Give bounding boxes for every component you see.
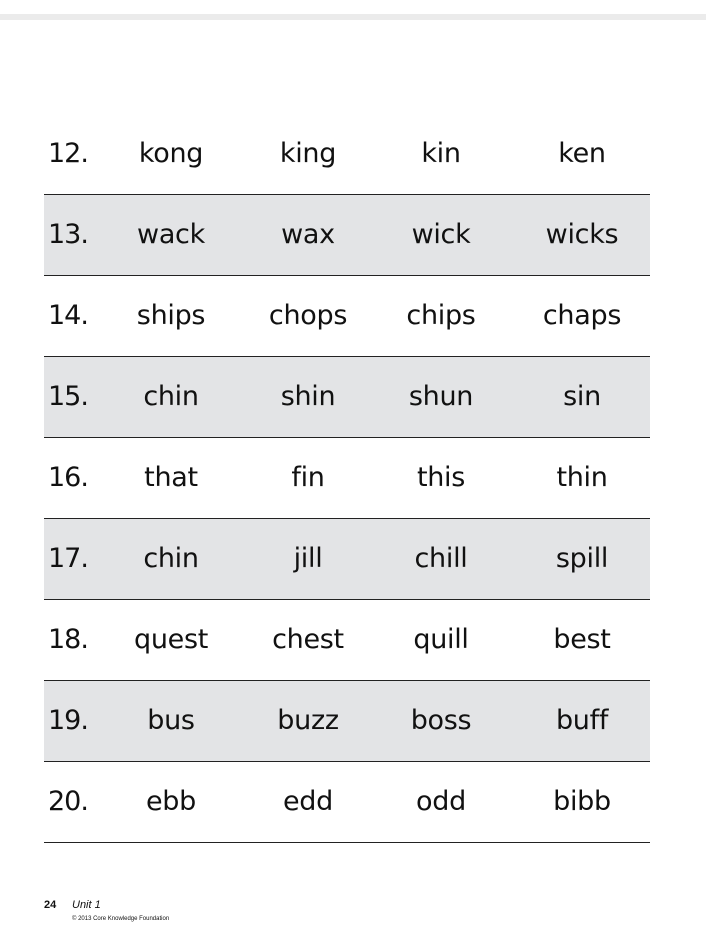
row-number: 18. — [48, 624, 88, 655]
table-row — [44, 276, 650, 357]
word-cell: ken — [558, 138, 606, 169]
word-cell: boss — [410, 705, 472, 736]
row-number: 13. — [48, 219, 88, 250]
top-rule — [0, 14, 706, 20]
table-row — [44, 438, 650, 519]
word-cell: sin — [563, 381, 601, 412]
word-table — [44, 114, 650, 843]
word-cell: quill — [413, 624, 469, 655]
word-cell: king — [279, 138, 337, 169]
word-cell: wax — [281, 219, 335, 250]
word-cell: chin — [143, 543, 199, 574]
word-cell: best — [553, 624, 611, 655]
word-cell: wick — [411, 219, 471, 250]
word-cell: chaps — [542, 300, 622, 331]
row-number: 15. — [48, 381, 88, 412]
unit-label: Unit 1 — [72, 899, 101, 911]
table-row — [44, 357, 650, 438]
word-cell: ebb — [146, 786, 196, 817]
word-cell: chill — [414, 543, 468, 574]
row-number: 19. — [48, 705, 88, 736]
row-number: 14. — [48, 300, 88, 331]
word-cell: edd — [283, 786, 333, 817]
word-cell: wack — [137, 219, 205, 250]
word-cell: spill — [555, 543, 609, 574]
row-number: 16. — [48, 462, 88, 493]
word-cell: this — [416, 462, 466, 493]
table-row — [44, 600, 650, 681]
table-row — [44, 681, 650, 762]
word-cell: fin — [291, 462, 325, 493]
word-cell: ships — [136, 300, 206, 331]
word-cell: jill — [293, 543, 323, 574]
word-cell: shin — [280, 381, 336, 412]
word-cell: that — [144, 462, 198, 493]
table-row — [44, 519, 650, 600]
word-cell: shun — [408, 381, 474, 412]
word-cell: kin — [421, 138, 461, 169]
word-cell: chest — [272, 624, 344, 655]
word-cell: quest — [133, 624, 209, 655]
row-number: 17. — [48, 543, 88, 574]
table-row — [44, 762, 650, 843]
table-row — [44, 114, 650, 195]
word-cell: buff — [555, 705, 609, 736]
word-cell: chin — [143, 381, 199, 412]
word-cell: bus — [147, 705, 195, 736]
row-number: 20. — [48, 786, 88, 817]
table-row — [44, 195, 650, 276]
copyright-notice: © 2013 Core Knowledge Foundation — [72, 916, 170, 922]
word-cell: buzz — [277, 705, 339, 736]
word-cell: kong — [138, 138, 204, 169]
word-cell: chips — [406, 300, 476, 331]
page-number: 24 — [44, 899, 57, 911]
word-cell: bibb — [553, 786, 611, 817]
word-cell: thin — [556, 462, 608, 493]
word-cell: odd — [416, 786, 466, 817]
word-cell: wicks — [545, 219, 619, 250]
word-cell: chops — [268, 300, 348, 331]
row-number: 12. — [48, 138, 88, 169]
